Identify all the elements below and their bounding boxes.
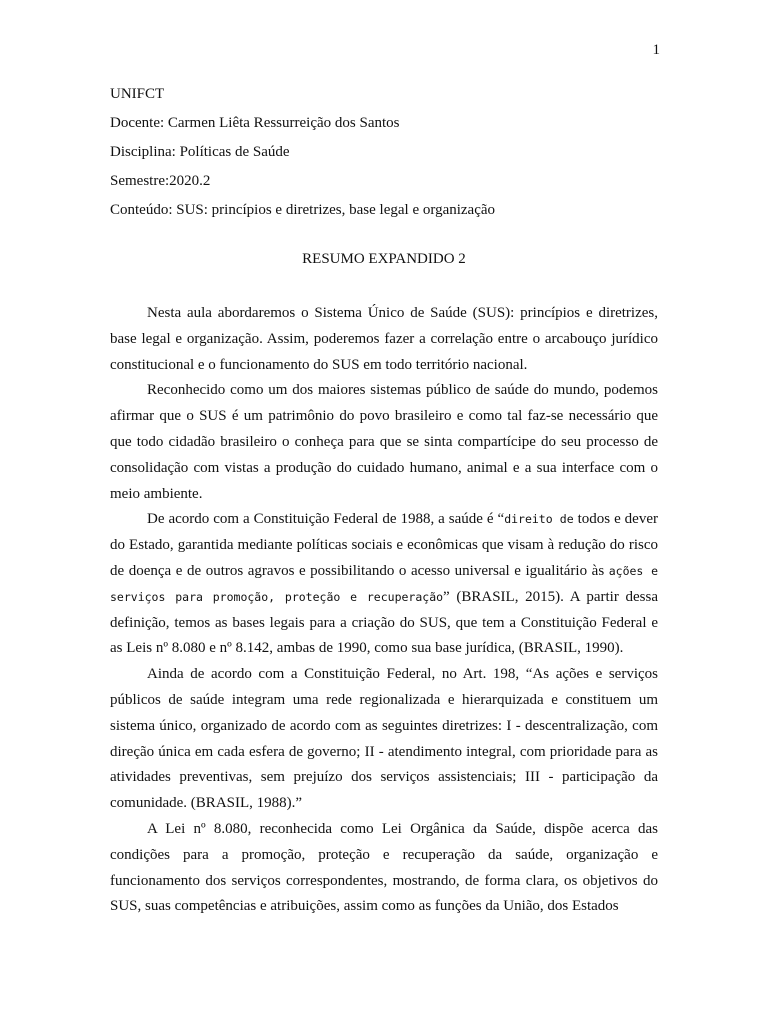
paragraph-intro: Nesta aula abordaremos o Sistema Único de Saúde (SUS): princípios e diretrizes, base legal e organização. Assim, poderemos fazer a correlação entre o arcabouço jurídico constitucional e o funcionamento do SUS em todo território nacional. bbox=[110, 305, 658, 373]
paragraph-sus-heritage: Reconhecido como um dos maiores sistemas público de saúde do mundo, podemos afirmar que o SUS é um patrimônio do povo brasileiro e como tal faz-se necessário que que todo cidadão brasileiro o conheça para que se sinta compartícipe do seu processo de consolidação com vistas a produção do cuidado humano, animal e a sua interface com o meio ambiente. bbox=[110, 382, 658, 502]
paragraph-constitution-part-e: ” (BRASIL, 2015). A partir dessa definição, temos as bases legais para a criação do SUS, que tem a Constituição Federal e as Leis nº 8.080 e nº 8.142, ambas de 1990, como sua base jurídica, (BRASIL, 1990). bbox=[110, 588, 658, 657]
semester-line: Semestre:2020.2 bbox=[110, 173, 211, 189]
paragraph-constitution-part-c: todos e dever do Estado, garantida mediante políticas sociais e econômicas que visam à redução do risco de doença e de outros agravos e possibilitando o acesso universal e igualitário às bbox=[110, 511, 658, 579]
document-title: RESUMO EXPANDIDO 2 bbox=[302, 251, 466, 267]
institution-name: UNIFCT bbox=[110, 86, 165, 102]
page-number: 1 bbox=[652, 42, 660, 58]
document-header bbox=[110, 80, 660, 225]
paragraph-constitution-part-b: direito de bbox=[504, 512, 574, 527]
paragraph-constitution bbox=[110, 507, 658, 662]
paragraph-law-8080: A Lei nº 8.080, reconhecida como Lei Orgânica da Saúde, dispõe acerca das condições para a promoção, proteção e recuperação da saúde, organização e funcionamento dos serviços correspondentes, mostrando, de forma clara, os objetivos do SUS, suas competências e atribuições, assim como as funções da União, dos Estados bbox=[110, 820, 658, 915]
paragraph-constitution-part-d: ações e serviços para promoção, proteção e recuperação bbox=[110, 563, 658, 604]
paragraph-constitution-part-a: De acordo com a Constituição Federal de 1988, a saúde é “ bbox=[147, 511, 505, 528]
document-body bbox=[110, 301, 658, 920]
discipline-line: Disciplina: Políticas de Saúde bbox=[110, 144, 290, 160]
teacher-line: Docente: Carmen Liêta Ressurreição dos Santos bbox=[110, 115, 400, 131]
content-line: Conteúdo: SUS: princípios e diretrizes, base legal e organização bbox=[110, 202, 496, 218]
paragraph-article-198: Ainda de acordo com a Constituição Federal, no Art. 198, “As ações e serviços públicos de saúde integram uma rede regionalizada e hierarquizada e constituem um sistema único, organizado de acordo com as seguintes diretrizes: I - descentralização, com direção única em cada esfera de governo; II - atendimento integral, com prioridade para as atividades preventivas, sem prejuízo dos serviços assistenciais; III - participação da comunidade. (BRASIL, 1988).” bbox=[110, 666, 658, 812]
